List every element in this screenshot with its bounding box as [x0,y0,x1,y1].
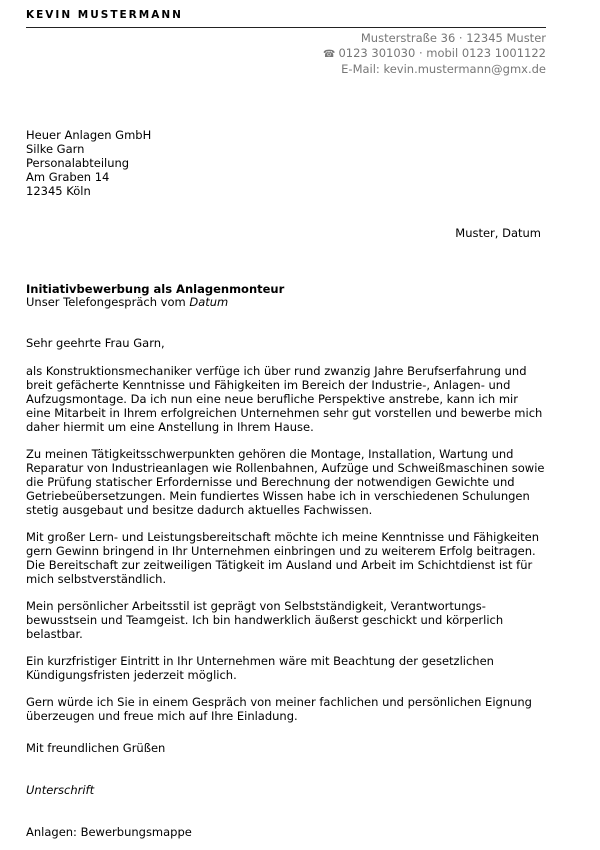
telephone-icon: ☎ [323,48,336,60]
reference-date: Datum [189,295,229,309]
body-paragraph [26,447,556,517]
recipient-city: 12345 Köln [26,184,91,198]
paragraph-line: mich selbstverständlich. [26,572,167,586]
letter-body [26,336,556,736]
paragraph-line: Getriebeübersetzungen. Mein fundiertes Wissen habe ich in verschiedenen Schulungen [26,489,530,503]
body-paragraph [26,599,556,641]
signature: Unterschrift [26,783,95,797]
recipient-company: Heuer Anlagen GmbH [26,128,152,142]
paragraph-line: Kündigungsfristen jederzeit möglich. [26,668,237,682]
sender-name: KEVIN MUSTERMANN [26,9,183,21]
paragraph-line: belastbar. [26,627,83,641]
salutation: Sehr geehrte Frau Garn, [26,336,165,350]
paragraph-line: die Prüfung statischer Erfordernisse und Berechnung der notwendigen Gewichte und [26,475,515,489]
sender-phone [323,46,546,63]
paragraph-line: gern Gewinn bringend in Ihr Unternehmen einbringen und zu weiterem Erfolg beitragen. [26,544,536,558]
recipient-street: Am Graben 14 [26,170,110,184]
body-paragraph [26,695,556,723]
paragraph-line: Zu meinen Tätigkeitsschwerpunkten gehören die Montage, Installation, Wartung und [26,447,514,461]
paragraph-line: Mein persönlicher Arbeitsstil ist geprägt von Selbstständigkeit, Verantwortungs- [26,599,486,613]
paragraph-line: Reparatur von Industrieanlagen wie Rollenbahnen, Aufzüge und Schweißmaschinen sowie [26,461,545,475]
paragraph-line: bewusstsein und Teamgeist. Ich bin handwerklich äußerst geschickt und körperlich [26,613,504,627]
paragraph-line: daher hiermit um eine Anstellung in Ihrem Hause. [26,420,314,434]
sender-phone-text: 0123 301030 · mobil 0123 1001122 [338,45,546,60]
closing: Mit freundlichen Grüßen [26,741,166,755]
paragraph-line: eine Mitarbeit in Ihrem erfolgreichen Unternehmen sehr gut vorstellen und bewerbe mich [26,406,543,420]
paragraph-line: Ein kurzfristiger Eintritt in Ihr Unternehmen wäre mit Beachtung der gesetzlichen [26,654,494,668]
sender-contact [323,31,546,77]
reference-line [26,295,228,309]
paragraph-line: Die Bereitschaft zur zeitweiligen Tätigkeit im Ausland und Arbeit im Schichtdienst ist für [26,558,533,572]
sender-email: E-Mail: kevin.mustermann@gmx.de [341,62,546,76]
paragraph-line: Gern würde ich Sie in einem Gespräch von meiner fachlichen und persönlichen Eignung [26,695,532,709]
recipient-department: Personalabteilung [26,156,130,170]
sender-address: Musterstraße 36 · 12345 Muster [360,31,546,45]
header-divider [26,27,546,28]
attachments: Anlagen: Bewerbungsmappe [26,825,192,839]
body-paragraph [26,364,556,434]
paragraph-line: breit gefächerte Kenntnisse und Fähigkeiten im Bereich der Industrie-, Anlagen- und [26,378,511,392]
paragraph-line: überzeugen und freue mich auf Ihre Einladung. [26,709,298,723]
place-date: Muster, Datum [455,226,541,240]
paragraph-line: Aufzugsmontage. Da ich nun eine neue berufliche Perspektive anstrebe, kann ich mir [26,392,518,406]
recipient-person: Silke Garn [26,142,85,156]
recipient-address [26,128,151,198]
paragraph-line: Mit großer Lern- und Leistungsbereitschaft möchte ich meine Kenntnisse und Fähigkeiten [26,530,540,544]
body-paragraph [26,530,556,586]
paragraph-line: als Konstruktionsmechaniker verfüge ich über rund zwanzig Jahre Berufserfahrung und [26,364,527,378]
paragraph-line: stetig ausgebaut und besitze dadurch aktuelles Fachwissen. [26,503,373,517]
body-paragraph [26,654,556,682]
body-paragraphs [26,364,556,723]
reference-prefix: Unser Telefongespräch vom [26,295,186,309]
subject-line: Initiativbewerbung als Anlagenmonteur [26,282,285,296]
